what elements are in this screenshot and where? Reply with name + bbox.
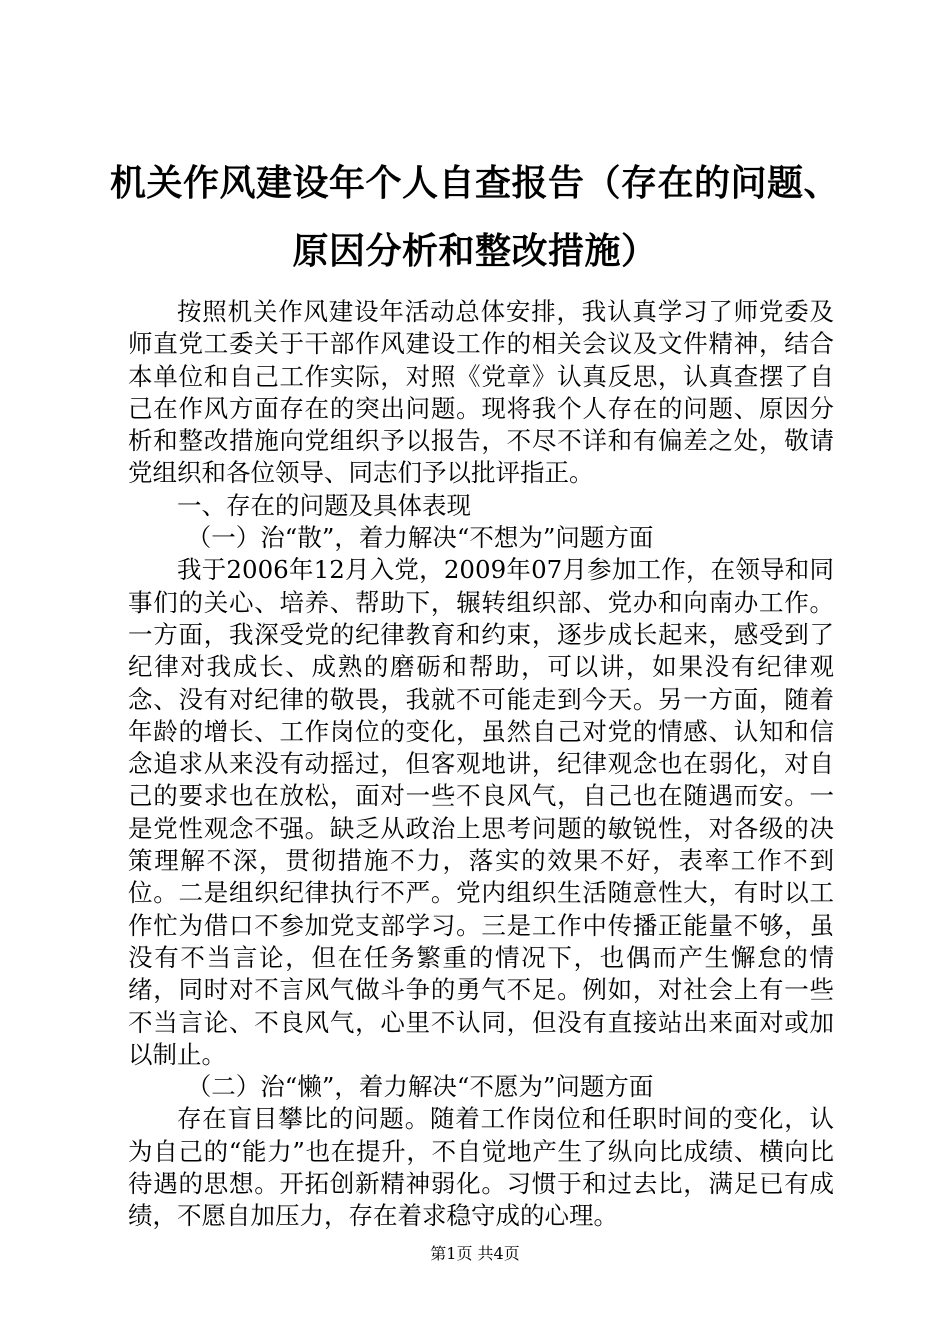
- document-title: [100, 150, 850, 286]
- page-footer: [0, 1244, 950, 1264]
- subsection-heading-2: （二）治“懒”，着力解决“不愿为”问题方面: [186, 1072, 654, 1102]
- subsection-heading-1: （一）治“散”，着力解决“不想为”问题方面: [186, 523, 654, 553]
- page-number: 第1页 共4页: [430, 1244, 520, 1263]
- title-line-1: 机关作风建设年个人自查报告（存在的问题、: [109, 163, 840, 204]
- document-body: [128, 296, 834, 1233]
- intro-paragraph: 按照机关作风建设年活动总体安排，我认真学习了师党委及师直党工委关于干部作风建设工作的相关会议及文件精神，结合本单位和自己工作实际，对照《党章》认真反思，认真查摆了自己在作风方面存在的突出问题。现将我个人存在的问题、原因分析和整改措施向党组织予以报告，不尽不详和有偏差之处，敬请党组织和各位领导、同志们予以批评指正。: [128, 297, 834, 488]
- section-heading-1: 一、存在的问题及具体表现: [177, 490, 471, 520]
- body-paragraph-2: 存在盲目攀比的问题。随着工作岗位和任职时间的变化，认为自己的“能力”也在提升，不自觉地产生了纵向比成绩、横向比待遇的思想。开拓创新精神弱化。习惯于和过去比，满足已有成绩，不愿自加压力，存在着求稳守成的心理。: [128, 1104, 834, 1231]
- body-paragraph-1: 我于2006年12月入党，2009年07月参加工作，在领导和同事们的关心、培养、帮助下，辗转组织部、党办和向南办工作。一方面，我深受党的纪律教育和约束，逐步成长起来，感受到了纪律对我成长、成熟的磨砺和帮助，可以讲，如果没有纪律观念、没有对纪律的敬畏，我就不可能走到今天。另一方面，随着年龄的增长、工作岗位的变化，虽然自己对党的情感、认知和信念追求从来没有动摇过，但客观地讲，纪律观念也在弱化，对自己的要求也在放松，面对一些不良风气，自己也在随遇而安。一是党性观念不强。缺乏从政治上思考问题的敏锐性，对各级的决策理解不深，贯彻措施不力，落实的效果不好，表率工作不到位。二是组织纪律执行不严。党内组织生活随意性大，有时以工作忙为借口不参加党支部学习。三是工作中传播正能量不够，虽没有不当言论，但在任务繁重的情况下，也偶而产生懈怠的情绪，同时对不言风气做斗争的勇气不足。例如，对社会上有一些不当言论、不良风气，心里不认同，但没有直接站出来面对或加以制止。: [128, 555, 834, 1069]
- title-line-2: 原因分析和整改措施）: [292, 231, 658, 272]
